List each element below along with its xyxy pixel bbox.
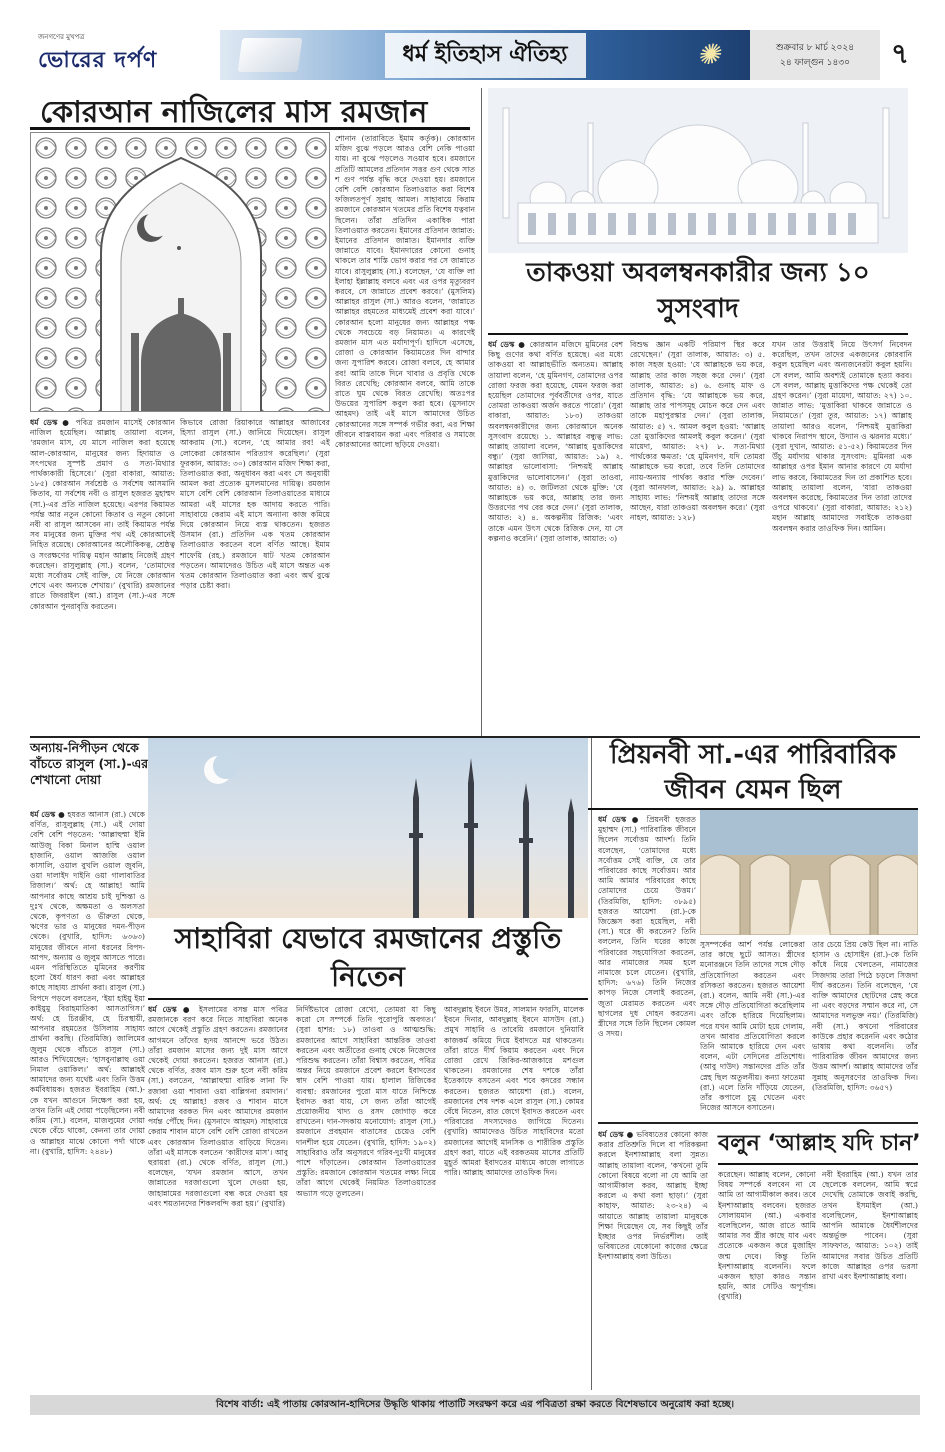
article2-col3 — [772, 340, 912, 735]
mosque-illustration — [30, 132, 330, 412]
article5-col1-text: প্রিয়নবী হজরত মুহাম্মদ (সা.) পারিবারিক জীবনে ছিলেন সর্বোত্তম আদর্শ। তিনি বলেছেন, ‘তোমাদের মধ্যে সর্বোত্তম সেই ব্যক্তি, যে তার পরিবারের কাছে সর্বোত্তম। আর আমি আমার পরিবারের কাছে তোমাদের চেয়ে উত্তম।’ (তিরমিজি, হাদিস: ৩৮৯৫) হজরত আয়েশা (রা.)-কে জিজ্ঞেস করা হয়েছিল, নবী (সা.) ঘরে কী করতেন? তিনি বললেন, তিনি ঘরের কাজে পরিবারের সহযোগিতা করতেন, আর নামাজের সময় হলে নামাজে চলে যেতেন। (বুখারি, হাদিস: ৬৭৬) তিনি নিজের কাপড় নিজে সেলাই করতেন, জুতা মেরামত করতেন এবং ছাগলের দুধ দোহন করতেন। স্ত্রীদের সঙ্গে তিনি ছিলেন কোমল ও সদয়। — [598, 815, 696, 1039]
masthead-name: ভোরের দর্পণ — [38, 47, 158, 73]
section-title: ধর্ম ইতিহাস ঐতিহ্য — [385, 33, 586, 78]
article1-title: কোরআন নাজিলের মাস রমজান — [30, 88, 470, 130]
article6-byline: ধর্ম ডেস্ক ● — [598, 1130, 634, 1139]
article1-col1-text: পবিত্র রমজান মাসেই কোরআন নাজিল হয়েছিল। আল্লাহ তায়ালা বলেন, ‘রমজান মাস, যে মাসে নাজিল করা হয়েছে আল-কোরআন, মানুষের জন্য হিদায়াত ও সৎপথের সুস্পষ্ট প্রমাণ ও সত্য-মিথ্যার পার্থক্যকারী হিসেবে।’ (সুরা বাকারা, আয়াত: ১৮৫) কোরআন সর্বশ্রেষ্ঠ ও সর্বশেষ আসমানি কিতাব, যা সর্বশেষ নবী ও রাসুল হজরত মুহাম্মদ (সা.)-এর প্রতি নাজিল হয়েছে। এরপর কিয়ামত পর্যন্ত আর নতুন কোনো কিতাব ও নতুন কোনো নবী বা রাসুল আসবেন না। তাই কিয়ামত পর্যন্ত সব মানুষের জন্য মুক্তির পথ এই কোরআনেই নিহিত রয়েছে। কোরআনের অলৌকিকত্ব, শ্রেষ্ঠত্ব ও সংরক্ষণের দায়িত্ব মহান আল্লাহ নিজেই গ্রহণ করেছেন। রাসুলুল্লাহ (সা.) বলেন, ‘তোমাদের মধ্যে সর্বোত্তম সেই ব্যক্তি, যে নিজে কোরআন শেখে এবং অন্যকে শেখায়।’ (বুখারি) রমজানের রাতে জিবরাইল (আ.) রাসুল (সা.)-এর সঙ্গে কোরআন পুনরাবৃত্তি করতেন। — [30, 418, 175, 611]
section-banner — [220, 30, 750, 80]
footer-note: বিশেষ বার্তা: এই পাতায় কোরআন-হাদিসের উদ্ধৃতি থাকায় পাতাটি সংরক্ষণ করে এর পবিত্রতা রক্ষা করতে বিশেষভাবে অনুরোধ করা হচ্ছে। — [216, 1398, 734, 1410]
page-header — [30, 30, 920, 80]
article3-body — [30, 810, 145, 1390]
article4-col2 — [296, 1005, 436, 1390]
date-bengali: ২৪ ফাল্গুন ১৪৩০ — [779, 58, 851, 68]
article4-title: সাহাবিরা যেভাবে রমজানের প্রস্তুতি নিতেন — [148, 920, 588, 1000]
article1-col1 — [30, 418, 175, 736]
article2-col1-text: কোরআন মজিদে মুমিনের বেশ কিছু গুণের কথা বর্ণিত হয়েছে। এর মধ্যে তাকওয়া বা আল্লাহভীতি অন্যতম। আল্লাহ তায়ালা বলেন, ‘হে মুমিনগণ, তোমাদের ওপর রোজা ফরজ করা হয়েছে, যেমন ফরজ করা হয়েছিল তোমাদের পূর্ববর্তীদের ওপর, যাতে তোমরা তাকওয়া অর্জন করতে পারো।’ (সুরা বাকারা, আয়াত: ১৮৩) তাকওয়া অবলম্বনকারীদের জন্য কোরআনে অনেক সুসংবাদ রয়েছে। ১. আল্লাহর বন্ধুত্ব লাভ: আল্লাহ তায়ালা বলেন, ‘আল্লাহ মুত্তাকিদের বন্ধু।’ (সুরা জাসিয়া, আয়াত: ১৯) ২. আল্লাহর ভালোবাসা: ‘নিশ্চয়ই আল্লাহ মুত্তাকিদের ভালোবাসেন।’ (সুরা তাওবা, আয়াত: ৪) ৩. জটিলতা থেকে মুক্তি: ‘যে আল্লাহকে ভয় করে, আল্লাহ তার জন্য উত্তরণের পথ বের করে দেন।’ (সুরা তালাক, আয়াত: ২) ৪. অকল্পনীয় রিজিক: ‘এবং তাকে এমন উৎস থেকে রিজিক দেন, যা সে কল্পনাও করেনি।’ (সুরা তালাক, আয়াত: ৩) — [488, 340, 623, 543]
article3-title: অন্যায়-নিপীড়ন থেকে বাঁচতে রাসুল (সা.)-এর শেখানো দোয়া — [30, 740, 149, 787]
minaret-moon-icon — [148, 738, 588, 918]
article5-title: প্রিয়নবী সা.-এর পারিবারিক জীবন যেমন ছিল — [588, 738, 918, 810]
article2-byline: ধর্ম ডেস্ক ● — [488, 340, 527, 349]
article1-byline: ধর্ম ডেস্ক ● — [30, 418, 72, 427]
article4-col2-text: নির্দিষ্টভাবে রোজা রেখো, তোমরা যা কিছু করো সে সম্পর্কে তিনি পুরোপুরি অবগত।’ (সুরা হাশর: ১৮) তাওবা ও আত্মশুদ্ধি: রমজানের আগে সাহাবিরা আন্তরিক তাওবা করতেন এবং অতীতের গুনাহ থেকে নিজেদের পরিশুদ্ধ করতেন। তাঁরা বিশ্বাস করতেন, পবিত্র অন্তর নিয়ে রমজানে প্রবেশ করলে ইবাদতের স্বাদ বেশি পাওয়া যায়। হালাল রিজিকের ব্যবস্থা: রমজানের পুরো মাস যাতে নিশ্চিন্তে ইবাদত করা যায়, সে জন্য তাঁরা আগেই প্রয়োজনীয় খাদ্য ও রসদ জোগাড় করে রাখতেন। দান-সদকায় মনোযোগ: রাসুল (সা.) রমজানে প্রবহমান বাতাসের চেয়েও বেশি দানশীল হয়ে যেতেন। (বুখারি, হাদিস: ১৯০২) সাহাবিরাও তাঁর অনুসরণে গরিব-দুঃখী মানুষের পাশে দাঁড়াতেন। কোরআন তিলাওয়াতের প্রস্তুতি: রমজানে কোরআন খতমের লক্ষ্য নিয়ে তাঁরা আগে থেকেই নিয়মিত তিলাওয়াতের অভ্যাস গড়ে তুলতেন। — [296, 1005, 436, 1198]
article4-col1-text: ইসলামের বসন্ত মাস পবিত্র রমজানকে বরণ করে নিতে সাহাবিরা অনেক আগে থেকেই প্রস্তুতি গ্রহণ করতেন। রমজানের আগমনে তাঁদের হৃদয় আনন্দে ভরে উঠত। তাঁরা রমজান মাসের জন্য দুই মাস আগে থেকেই দোয়া করতেন। হজরত আনাস (রা.) থেকে বর্ণিত, রজব মাস শুরু হলে নবী করিম (সা.) বলতেন, ‘আল্লাহুম্মা বারিক লানা ফি রজাবা ওয়া শাবানা ওয়া বাল্লিগনা রমাদান।’ অর্থ: হে আল্লাহ! রজব ও শাবান মাসে আমাদের বরকত দিন এবং আমাদের রমজান পর্যন্ত পৌঁছে দিন। (মুসনাদে আহমদ) সাহাবায়ে কেরাম শাবান মাসে বেশি বেশি রোজা রাখতেন এবং কোরআন তিলাওয়াত বাড়িয়ে দিতেন। তাঁরা এই মাসকে বলতেন ‘কারীদের মাস’। আবু হুরায়রা (রা.) থেকে বর্ণিত, রাসুল (সা.) বলেছেন, ‘যখন রমজান আসে, তখন জান্নাতের দরজাগুলো খুলে দেওয়া হয়, জাহান্নামের দরজাগুলো বন্ধ করে দেওয়া হয় এবং শয়তানদের শিকলবন্দি করা হয়।’ (বুখারি) — [148, 1005, 288, 1208]
article5-col3 — [812, 940, 918, 1120]
article4-col3-text: আবদুল্লাহ ইবনে উমর, সালমান ফারসি, মালেক ইবনে দিনার, আবদুল্লাহ ইবনে মাসউদ (রা.) প্রমুখ সাহাবি ও তাবেয়ি রমজানে দুনিয়াবি কাজকর্ম কমিয়ে দিয়ে ইবাদতে মগ্ন থাকতেন। তাঁরা রাতে দীর্ঘ কিয়াম করতেন এবং দিনে রোজা রেখে জিকির-আজকারে মশগুল থাকতেন। রমজানের শেষ দশকে তাঁরা ইতেকাফে বসতেন এবং শবে কদরের সন্ধান করতেন। হজরত আয়েশা (রা.) বলেন, রমজানের শেষ দশক এলে রাসুল (সা.) কোমর বেঁধে নিতেন, রাত জেগে ইবাদত করতেন এবং পরিবারের সদস্যদেরও জাগিয়ে দিতেন। (বুখারি) আমাদেরও উচিত সাহাবিদের মতো রমজানের আগেই মানসিক ও শারীরিক প্রস্তুতি গ্রহণ করা, যাতে এই বরকতময় মাসের প্রতিটি মুহূর্ত আমরা ইবাদতের মাধ্যমে কাজে লাগাতে পারি। আল্লাহ আমাদের তাওফিক দিন। — [444, 1005, 584, 1178]
article5-byline: ধর্ম ডেস্ক ● — [598, 815, 642, 824]
mosque-arch-icon — [31, 133, 330, 412]
section-divider — [598, 1122, 918, 1124]
masthead-tagline: জনগণের মুখপত্র — [38, 32, 85, 41]
article2-title: তাকওয়া অবলম্বনকারীর জন্য ১০ সুসংবাদ — [488, 255, 908, 335]
footer-notice — [30, 1395, 920, 1415]
article6-title: বলুন ‘আল্লাহ যদি চান’ — [718, 1125, 918, 1165]
column-divider — [481, 88, 482, 736]
calligraphy-icon: ✺ — [696, 38, 720, 71]
page-number: ৭ — [890, 36, 910, 70]
article1-col3-text: শোনান (তারাবিতে ইমাম কর্তৃক)। কোরআন মজিদ বুঝে পড়লে আরও বেশি নেকি পাওয়া যায়। না বুঝে পড়লেও সওয়াব হবে। রমজানে প্রতিটি আমলের প্রতিদান সত্তর গুণ থেকে সাত শ গুণ পর্যন্ত বৃদ্ধি করে দেওয়া হয়। রমজানে বেশি বেশি কোরআন তিলাওয়াত করা বিশেষ ফজিলতপূর্ণ সুন্নাহ আমল। সাহাবায়ে কিরাম রমজানে কোরআন খতমের প্রতি বিশেষ যত্নবান ছিলেন। তাঁরা প্রতিদিন একাধিক পারা তিলাওয়াত করতেন। ইমানের প্রতিদান জান্নাত: ইমানের প্রতিদান জান্নাত। ইমানদার ব্যক্তি জান্নাতে যাবে। ইমানদারের কোনো গুনাহ থাকলে তার শাস্তি ভোগ করার পর সে জান্নাতে যাবে। রাসুলুল্লাহ (সা.) বলেছেন, ‘যে ব্যক্তি লা ইলাহা ইল্লাল্লাহ বলবে এবং এর ওপর মৃত্যুবরণ করবে, সে জান্নাতে প্রবেশ করবে।’ (মুসলিম) আল্লাহর রাসুল (সা.) আরও বলেন, ‘জান্নাতে আল্লাহর রহমতের মাধ্যমেই প্রবেশ করা যাবে।’ কোরআন হলো মানুষের জন্য আল্লাহর পক্ষ থেকে সবচেয়ে বড় নিয়ামত। এ কারণেই রমজান মাস এত মর্যাদাপূর্ণ। হাদিসে এসেছে, রোজা ও কোরআন কিয়ামতের দিন বান্দার জন্য সুপারিশ করবে। রোজা বলবে, হে আমার রব! আমি তাকে দিনে খাবার ও প্রবৃত্তি থেকে বিরত রেখেছি; কোরআন বলবে, আমি তাকে রাতে ঘুম থেকে বিরত রেখেছি। অতঃপর উভয়ের সুপারিশ কবুল করা হবে। (মুসনাদে আহমদ) তাই এই মাসে আমাদের উচিত কোরআনের সঙ্গে সম্পর্ক গভীর করা, এর শিক্ষা জীবনে বাস্তবায়ন করা এবং পরিবার ও সমাজে কোরআনের আলো ছড়িয়ে দেওয়া। — [335, 134, 475, 450]
quran-book-icon — [238, 38, 303, 72]
article2-col1 — [488, 340, 623, 735]
column-divider — [591, 738, 592, 1390]
mosque-domes-icon — [488, 88, 908, 253]
article5-col2 — [700, 940, 805, 1120]
article3-body-text: হযরত আনাস (রা.) থেকে বর্ণিত, রাসুলুল্লাহ (সা.) এই দোয়া বেশি বেশি পড়তেন: ‘আল্লাহুম্মা ইন্নি আউজু বিকা মিনাল হাম্মি ওয়াল হাজানি, ওয়াল আজজি ওয়াল কাসালি, ওয়াল বুখলি ওয়াল জুবনি, ওয়া দালাইদ দাইনি ওয়া গালাবাতির রিজাল।’ অর্থ: হে আল্লাহ! আমি আপনার কাছে আশ্রয় চাই দুশ্চিন্তা ও দুঃখ থেকে, অক্ষমতা ও অলসতা থেকে, কৃপণতা ও ভীরুতা থেকে, ঋণের ভার ও মানুষের দমন-পীড়ন থেকে। (বুখারি, হাদিস: ৬৩৬৩) মানুষের জীবনে নানা ধরনের বিপদ-আপদ, অন্যায় ও জুলুম আসতে পারে। এমন পরিস্থিতিতে মুমিনের করণীয় হলো ধৈর্য ধারণ করা এবং আল্লাহর কাছে সাহায্য প্রার্থনা করা। রাসুল (সা.) বিপদে পড়লে বলতেন, ‘ইয়া হাইয়ু ইয়া কাইয়ুমু বিরাহমাতিকা আসতাগিস।’ অর্থ: হে চিরঞ্জীব, হে চিরস্থায়ী, আপনার রহমতের উসিলায় সাহায্য প্রার্থনা করছি। (তিরমিজি) জালিমের জুলুম থেকে বাঁচতে রাসুল (সা.) আরও শিখিয়েছেন: ‘হাসবুনাল্লাহু ওয়া নিমাল ওয়াকিল।’ অর্থ: আল্লাহই আমাদের জন্য যথেষ্ট এবং তিনি উত্তম কর্মবিধায়ক। হজরত ইবরাহিম (আ.)-কে যখন আগুনে নিক্ষেপ করা হয়, তখন তিনি এই দোয়া পড়েছিলেন। নবী করিম (সা.) বলেন, মাজলুমের দোয়া থেকে বেঁচে থাকো, কেননা তার দোয়া ও আল্লাহর মাঝে কোনো পর্দা থাকে না। (বুখারি, হাদিস: ২৪৪৮) — [30, 810, 145, 1156]
article5-col1 — [598, 815, 696, 1120]
article4-col3 — [444, 1005, 584, 1390]
article1-col2 — [180, 418, 330, 736]
masthead — [30, 30, 220, 80]
article2-col3-text: যখন তার উত্তরাই নিয়ে উৎসর্গ নিবেদন করেছিল, তখন তাদের একজনের কোরবানি কবুল হয়েছিল এবং অন্যজনেরটা কবুল হয়নি। সে বলল, আমি অবশ্যই তোমাকে হত্যা করব। সে বলল, আল্লাহ মুত্তাকিদের পক্ষ থেকেই তো গ্রহণ করেন।’ (সুরা মায়েদা, আয়াত: ২৭) ১০. জান্নাত লাভ: ‘মুত্তাকিরা থাকবে জান্নাতে ও নিয়ামতে।’ (সুরা তুর, আয়াত: ১৭) আল্লাহ তায়ালা আরও বলেন, ‘নিশ্চয়ই মুত্তাকিরা থাকবে নিরাপদ স্থানে, উদ্যান ও ঝরনার মধ্যে।’ (সুরা দুখান, আয়াত: ৫১-৫২) কিয়ামতের দিন উঁচু মর্যাদায় থাকার সুসংবাদ: মুমিনরা এক আল্লাহর ওপর ইমান আনার কারণে যে মর্যাদা লাভ করবে, কিয়ামতের দিন তা প্রকাশিত হবে। আল্লাহ তায়ালা বলেন, ‘যারা তাকওয়া অবলম্বন করেছে, কিয়ামতের দিন তারা তাদের ওপরে থাকবে।’ (সুরা বাকারা, আয়াত: ২১২) মহান আল্লাহ আমাদের সবাইকে তাকওয়া অবলম্বন করার তাওফিক দিন। আমিন। — [772, 340, 912, 533]
article6-col3 — [822, 1170, 918, 1390]
article1-col3 — [335, 134, 475, 736]
date-gregorian: শুক্রবার ৮ মার্চ ২০২৪ — [775, 43, 855, 53]
article2-col2 — [630, 340, 765, 735]
mosque-photo — [488, 88, 908, 253]
article4-col1 — [148, 1005, 288, 1390]
article5-col2-text: সুসম্পর্কের আর্শ পর্যন্ত লোকেরা তার কাছে ছুটে আসত। স্ত্রীদের মনোরঞ্জনে তিনি তাদের সঙ্গে দৌড় প্রতিযোগিতা করতেন এবং রসিকতা করতেন। হজরত আয়েশা (রা.) বলেন, আমি নবী (সা.)-এর সঙ্গে দৌড় প্রতিযোগিতা করেছিলাম এবং তাঁকে হারিয়ে দিয়েছিলাম। পরে যখন আমি মোটা হয়ে গেলাম, তখন আবার প্রতিযোগিতা করলে তিনি আমাকে হারিয়ে দেন এবং বলেন, এটা সেদিনের প্রতিশোধ। (আবু দাউদ) সন্তানদের প্রতি তাঁর স্নেহ ছিল অতুলনীয়। কন্যা ফাতেমা (রা.) এলে তিনি দাঁড়িয়ে যেতেন, তাঁর কপালে চুমু খেতেন এবং নিজের আসনে বসাতেন। — [700, 940, 805, 1113]
article6-col1-text: ভবিষ্যতের কোনো কাজ করার প্রতিশ্রুতি দিলে বা পরিকল্পনা করলে ইনশাআল্লাহ বলা সুন্নত। আল্লাহ তায়ালা বলেন, ‘কখনো তুমি কোনো বিষয়ে বলো না যে আমি তা আগামীকাল করব, আল্লাহ ইচ্ছা করলে এ কথা বলা ছাড়া।’ (সুরা কাহাফ, আয়াত: ২৩-২৪) এ আয়াতে আল্লাহ তায়ালা মানুষকে শিক্ষা দিয়েছেন যে, সব কিছুই তাঁর ইচ্ছার ওপর নির্ভরশীল। তাই ভবিষ্যতের যেকোনো কাজের ক্ষেত্রে ইনশাআল্লাহ বলা উচিত। — [598, 1130, 708, 1262]
courtyard-arches-icon — [700, 810, 918, 935]
courtyard-photo — [700, 810, 918, 935]
date-block — [750, 30, 880, 80]
minaret-photo — [148, 738, 588, 918]
article4-byline: ধর্ম ডেস্ক ● — [148, 1005, 194, 1014]
article2-col2-text: বিশুদ্ধ জ্ঞান একটি পরিমাপ স্থির করে রেখেছেন।’ (সুরা তালাক, আয়াত: ৩) ৫. কাজ সহজ হওয়া: ‘যে আল্লাহকে ভয় করে, আল্লাহ তার কাজ সহজ করে দেন।’ (সুরা তালাক, আয়াত: ৪) ৬. গুনাহ মাফ ও প্রতিদান বৃদ্ধি: ‘যে আল্লাহকে ভয় করে, আল্লাহ তার পাপসমূহ মোচন করে দেন এবং তাকে মহাপুরস্কার দেন।’ (সুরা তালাক, আয়াত: ৫) ৭. আমল কবুল হওয়া: ‘আল্লাহ তো মুত্তাকিদের আমলই কবুল করেন।’ (সুরা মায়েদা, আয়াত: ২৭) ৮. সত্য-মিথ্যা পার্থক্যের ক্ষমতা: ‘হে মুমিনগণ, যদি তোমরা আল্লাহকে ভয় করো, তবে তিনি তোমাদের ন্যায়-অন্যায় পার্থক্য করার শক্তি দেবেন।’ (সুরা আনফাল, আয়াত: ২৯) ৯. আল্লাহর সাহায্য লাভ: ‘নিশ্চয়ই আল্লাহ তাদের সঙ্গে আছেন, যারা তাকওয়া অবলম্বন করে।’ (সুরা নাহল, আয়াত: ১২৮) — [630, 340, 765, 523]
article6-col2-text: করেছেন। আল্লাহ বলেন, কোনো বিষয় সম্পর্কে বলবেন না যে আমি তা আগামীকাল করব। তবে ইনশাআল্লাহ বলবেন। হজরত সোলায়মান (আ.) একবার বলেছিলেন, আজ রাতে আমি আমার সব স্ত্রীর কাছে যাব এবং প্রত্যেকে একজন করে মুজাহিদ জন্ম দেবে। কিন্তু তিনি ইনশাআল্লাহ বলেননি। ফলে একজন ছাড়া কারও সন্তান হয়নি, আর সেটিও অপূর্ণাঙ্গ। (বুখারি) — [718, 1170, 816, 1302]
article6-col2 — [718, 1170, 816, 1390]
article6-col1 — [598, 1130, 708, 1390]
article5-col3-text: তার চেয়ে প্রিয় কেউ ছিল না। নাতি হাসান ও হোসাইন (রা.)-কে তিনি কাঁধে নিয়ে খেলতেন, নামাজের সিজদায় তারা পিঠে চড়লে সিজদা দীর্ঘ করতেন। তিনি বলেছেন, ‘যে ব্যক্তি আমাদের ছোটদের স্নেহ করে না এবং বড়দের সম্মান করে না, সে আমাদের দলভুক্ত নয়।’ (তিরমিজি) নবী (সা.) কখনো পরিবারের কাউকে প্রহার করেননি এবং কঠোর ভাষায় কথা বলেননি। তাঁর পারিবারিক জীবন আমাদের জন্য উত্তম আদর্শ। আল্লাহ আমাদের তাঁর সুন্নাহ অনুসরণের তাওফিক দিন। (তিরমিজি, হাদিস: ৩৬৫৭) — [812, 940, 918, 1092]
article1-col2-text: কিভাবে রোজা রিয়াকারে আল্লাহর আজাবের হিস্যা রাসুল (সা.) জানিয়ে দিয়েছেন। রাসুল আকরাম (সা.) বলেন, ‘হে আমার রব! এই লোকেরা কোরআন পরিত্যাগ করেছিল।’ (সুরা ফুরকান, আয়াত: ৩০) কোরআন মজিদ শিক্ষা করা, তিলাওয়াত করা, অনুধাবন করা এবং সে অনুযায়ী আমল করা প্রত্যেক মুসলমানের দায়িত্ব। রমজান মাসে বেশি বেশি কোরআন তিলাওয়াতের মাধ্যমে আমরা এই মাসের হক আদায় করতে পারি। সাহাবায়ে কেরাম এই মাসে অন্যান্য কাজ কমিয়ে দিয়ে কোরআন নিয়ে ব্যস্ত থাকতেন। হজরত উসমান (রা.) প্রতিদিন এক খতম কোরআন তিলাওয়াত করতেন বলে বর্ণিত আছে। ইমাম শাফেয়ি (রহ.) রমজানে ষাট খতম কোরআন পড়তেন। আমাদেরও উচিত এই মাসে অন্তত এক খতম কোরআন তিলাওয়াত করা এবং অর্থ বুঝে পড়ার চেষ্টা করা। — [180, 418, 330, 591]
article6-col3-text: নবী ইবরাহিম (আ.) যখন তার ছেলেকে বললেন, আমি স্বপ্নে দেখেছি তোমাকে জবাই করছি, তখন ইসমাইল (আ.) বলেছিলেন, ইনশাআল্লাহ আপনি আমাকে ধৈর্যশীলদের অন্তর্ভুক্ত পাবেন। (সুরা সাফফাত, আয়াত: ১০২) তাই আমাদের সবার উচিত প্রতিটি কাজে আল্লাহর ওপর ভরসা রাখা এবং ইনশাআল্লাহ বলা। — [822, 1170, 918, 1282]
article3-byline: ধর্ম ডেস্ক ● — [30, 810, 65, 819]
